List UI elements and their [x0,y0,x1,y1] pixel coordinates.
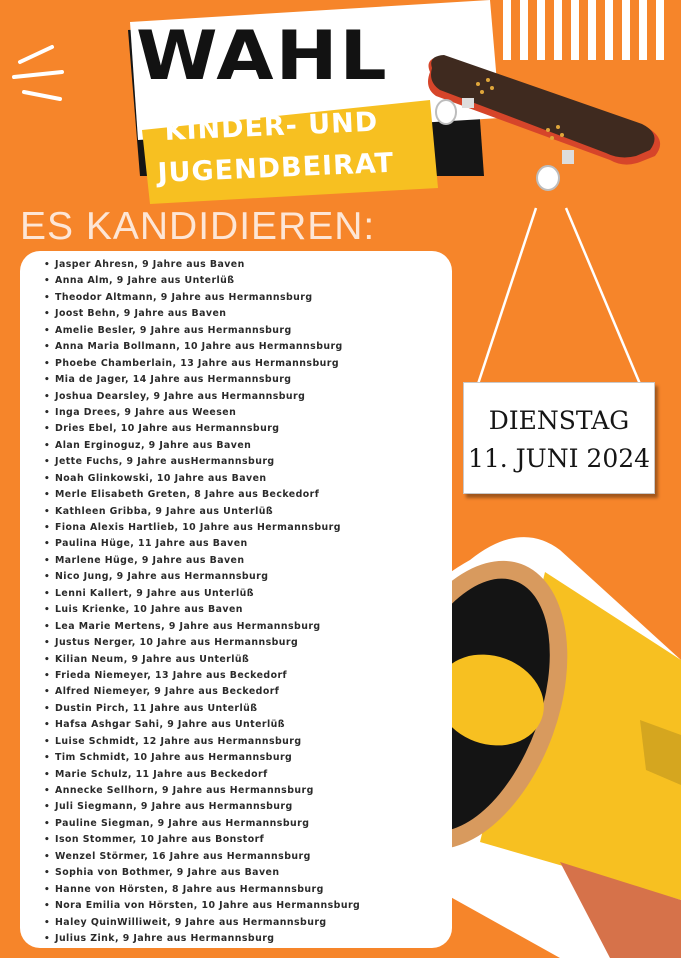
candidate-item: • Paulina Hüge, 11 Jahre aus Baven [44,536,360,552]
subtitle-line-1: KINDER- UND [163,106,379,147]
candidate-list [44,257,360,947]
candidate-item: • Hanne von Hörsten, 8 Jahre aus Hermannsburg [44,882,360,898]
candidate-item: • Juli Siegmann, 9 Jahre aus Hermannsburg [44,799,360,815]
accent-dashes [14,47,62,99]
candidate-item: • Fiona Alexis Hartlieb, 10 Jahre aus Hermannsburg [44,520,360,536]
candidate-item: • Haley QuinWilliweit, 9 Jahre aus Hermannsburg [44,915,360,931]
candidate-item: • Luis Krienke, 10 Jahre aus Baven [44,602,360,618]
candidate-item: • Theodor Altmann, 9 Jahre aus Hermannsburg [44,290,360,306]
candidate-item: • Marlene Hüge, 9 Jahre aus Baven [44,553,360,569]
candidate-item: • Frieda Niemeyer, 13 Jahre aus Beckedorf [44,668,360,684]
candidate-item: • Nora Emilia von Hörsten, 10 Jahre aus Hermannsburg [44,898,360,914]
candidate-item: • Nico Jung, 9 Jahre aus Hermannsburg [44,569,360,585]
candidate-item: • Kilian Neum, 9 Jahre aus Unterlüß [44,652,360,668]
candidate-item: • Amelie Besler, 9 Jahre aus Hermannsburg [44,323,360,339]
candidate-item: • Hafsa Ashgar Sahi, 9 Jahre aus Unterlüß [44,717,360,733]
candidate-item: • Inga Drees, 9 Jahre aus Weesen [44,405,360,421]
candidate-item: • Alan Erginoguz, 9 Jahre aus Baven [44,438,360,454]
subtitle-line-2: JUGENDBEIRAT [156,147,395,189]
candidate-item: • Jasper Ahresn, 9 Jahre aus Baven [44,257,360,273]
candidate-item: • Tim Schmidt, 10 Jahre aus Hermannsburg [44,750,360,766]
candidate-item: • Sophia von Bothmer, 9 Jahre aus Baven [44,865,360,881]
candidate-item: • Dries Ebel, 10 Jahre aus Hermannsburg [44,421,360,437]
white-stripes [503,0,664,60]
candidate-item: • Julius Zink, 9 Jahre aus Hermannsburg [44,931,360,947]
candidate-item: • Dustin Pirch, 11 Jahre aus Unterlüß [44,701,360,717]
hanging-sign-strings [478,208,640,384]
candidate-item: • Mia de Jager, 14 Jahre aus Hermannsburg [44,372,360,388]
date-weekday: DIENSTAG [488,406,630,435]
date-sign [463,382,655,494]
candidate-item: • Joost Behn, 9 Jahre aus Baven [44,306,360,322]
candidate-item: • Justus Nerger, 10 Jahre aus Hermannsburg [44,635,360,651]
candidate-item: • Anna Alm, 9 Jahre aus Unterlüß [44,273,360,289]
candidate-item: • Kathleen Gribba, 9 Jahre aus Unterlüß [44,504,360,520]
candidates-heading: ES KANDIDIEREN: [20,205,376,248]
candidate-item: • Marie Schulz, 11 Jahre aus Beckedorf [44,767,360,783]
date-value: 11. JUNI 2024 [467,444,651,473]
candidate-item: • Phoebe Chamberlain, 13 Jahre aus Hermannsburg [44,356,360,372]
candidate-item: • Jette Fuchs, 9 Jahre ausHermannsburg [44,454,360,470]
main-title: WAHL [136,16,389,96]
candidate-item: • Lea Marie Mertens, 9 Jahre aus Hermannsburg [44,619,360,635]
candidate-item: • Alfred Niemeyer, 9 Jahre aus Beckedorf [44,684,360,700]
candidate-item: • Joshua Dearsley, 9 Jahre aus Hermannsburg [44,389,360,405]
candidate-item: • Annecke Sellhorn, 9 Jahre aus Hermannsburg [44,783,360,799]
candidate-item: • Noah Glinkowski, 10 Jahre aus Baven [44,471,360,487]
candidate-item: • Pauline Siegman, 9 Jahre aus Hermannsburg [44,816,360,832]
candidate-item: • Ison Stommer, 10 Jahre aus Bonstorf [44,832,360,848]
candidate-item: • Merle Elisabeth Greten, 8 Jahre aus Beckedorf [44,487,360,503]
candidate-item: • Anna Maria Bollmann, 10 Jahre aus Hermannsburg [44,339,360,355]
candidate-item: • Wenzel Störmer, 16 Jahre aus Hermannsburg [44,849,360,865]
candidate-item: • Luise Schmidt, 12 Jahre aus Hermannsburg [44,734,360,750]
candidate-item: • Lenni Kallert, 9 Jahre aus Unterlüß [44,586,360,602]
